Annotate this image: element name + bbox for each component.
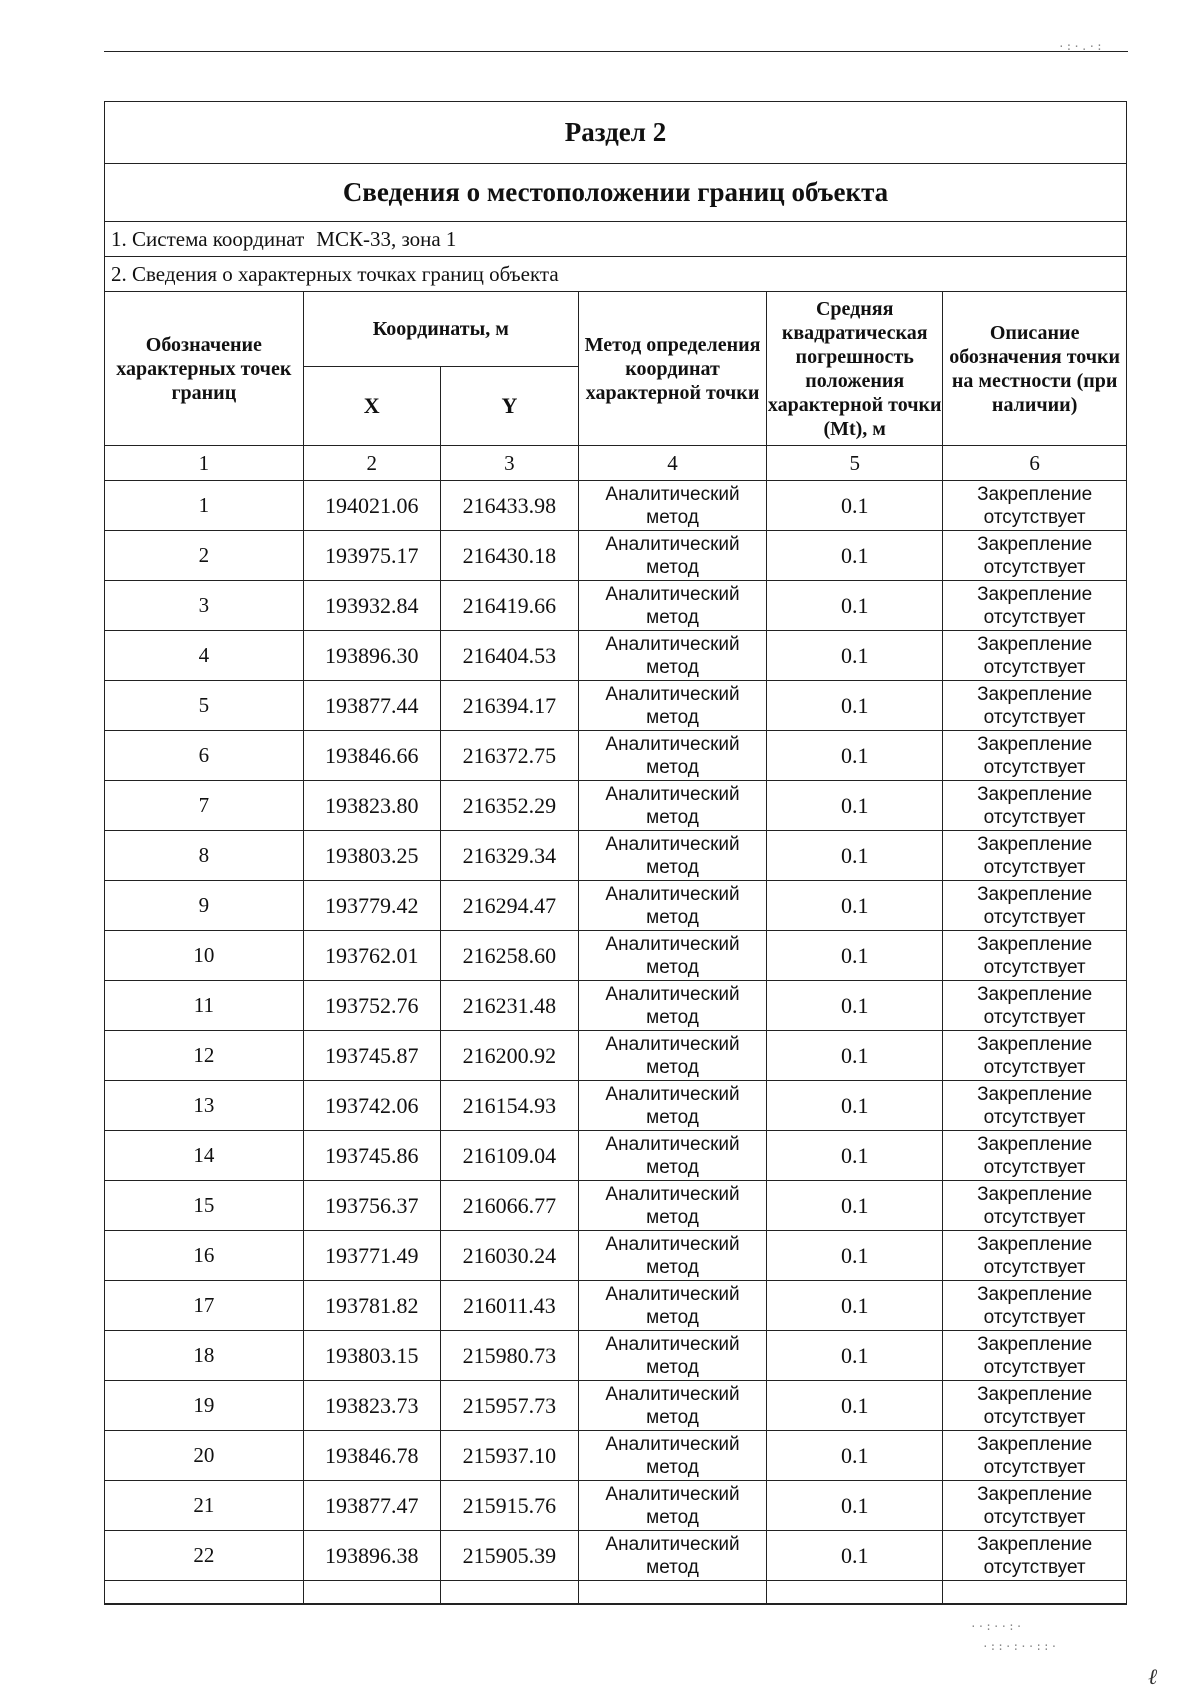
description-cell: Закрепление отсутствует xyxy=(943,1431,1126,1481)
coord-x: 193762.01 xyxy=(303,931,440,981)
coord-x: 193896.30 xyxy=(303,631,440,681)
coord-y: 215980.73 xyxy=(440,1331,578,1381)
section-sheet xyxy=(104,101,1127,1605)
mt-cell: 0.1 xyxy=(767,1031,943,1081)
coord-x: 193779.42 xyxy=(303,881,440,931)
mt-cell: 0.1 xyxy=(767,631,943,681)
mt-cell: 0.1 xyxy=(767,1181,943,1231)
coord-x: 193877.44 xyxy=(303,681,440,731)
header-point-designation: Обозначение характерных точек границ xyxy=(105,292,303,446)
point-number: 21 xyxy=(105,1481,303,1531)
points-info-row xyxy=(105,257,1126,292)
column-number: 5 xyxy=(767,446,943,481)
table-row xyxy=(105,1031,1126,1081)
description-cell: Закрепление отсутствует xyxy=(943,681,1126,731)
empty-cell xyxy=(303,1581,440,1604)
coord-x: 193745.86 xyxy=(303,1131,440,1181)
method-cell: Аналитический метод xyxy=(578,1081,766,1131)
point-number: 14 xyxy=(105,1131,303,1181)
method-cell: Аналитический метод xyxy=(578,731,766,781)
mt-cell: 0.1 xyxy=(767,1331,943,1381)
table-row xyxy=(105,731,1126,781)
point-number: 12 xyxy=(105,1031,303,1081)
table-row xyxy=(105,1231,1126,1281)
method-cell: Аналитический метод xyxy=(578,1381,766,1431)
method-cell: Аналитический метод xyxy=(578,1131,766,1181)
coord-x: 193742.06 xyxy=(303,1081,440,1131)
header-coordinates: Координаты, м xyxy=(303,292,578,367)
point-number: 2 xyxy=(105,531,303,581)
point-number: 6 xyxy=(105,731,303,781)
mt-cell: 0.1 xyxy=(767,581,943,631)
description-cell: Закрепление отсутствует xyxy=(943,531,1126,581)
empty-cell xyxy=(578,1581,766,1604)
point-number: 5 xyxy=(105,681,303,731)
table-tail-row xyxy=(105,1581,1126,1604)
table-row xyxy=(105,1381,1126,1431)
coord-x: 193877.47 xyxy=(303,1481,440,1531)
method-cell: Аналитический метод xyxy=(578,1431,766,1481)
description-cell: Закрепление отсутствует xyxy=(943,481,1126,531)
table-row xyxy=(105,881,1126,931)
column-number: 4 xyxy=(578,446,766,481)
empty-cell xyxy=(440,1581,578,1604)
coord-y: 216352.29 xyxy=(440,781,578,831)
table-row xyxy=(105,781,1126,831)
coord-system-row xyxy=(105,222,1126,257)
coord-y: 216329.34 xyxy=(440,831,578,881)
description-cell: Закрепление отсутствует xyxy=(943,1481,1126,1531)
coord-x: 193823.80 xyxy=(303,781,440,831)
method-cell: Аналитический метод xyxy=(578,581,766,631)
table-row xyxy=(105,1181,1126,1231)
coord-y: 216154.93 xyxy=(440,1081,578,1131)
coord-x: 193745.87 xyxy=(303,1031,440,1081)
method-cell: Аналитический метод xyxy=(578,1231,766,1281)
coord-x: 193846.66 xyxy=(303,731,440,781)
coord-x: 193896.38 xyxy=(303,1531,440,1581)
mt-cell: 0.1 xyxy=(767,1081,943,1131)
column-number: 3 xyxy=(440,446,578,481)
point-number: 4 xyxy=(105,631,303,681)
coord-x: 194021.06 xyxy=(303,481,440,531)
table-row xyxy=(105,1431,1126,1481)
method-cell: Аналитический метод xyxy=(578,831,766,881)
coord-y: 216294.47 xyxy=(440,881,578,931)
method-cell: Аналитический метод xyxy=(578,1281,766,1331)
boundary-points-table xyxy=(105,292,1126,1604)
coord-y: 216430.18 xyxy=(440,531,578,581)
description-cell: Закрепление отсутствует xyxy=(943,931,1126,981)
mt-cell: 0.1 xyxy=(767,1131,943,1181)
header-y: Y xyxy=(440,367,578,446)
scan-noise-mark: ·::·:··::· xyxy=(982,1640,1059,1653)
coord-x: 193752.76 xyxy=(303,981,440,1031)
coord-y: 216394.17 xyxy=(440,681,578,731)
point-number: 10 xyxy=(105,931,303,981)
table-row xyxy=(105,631,1126,681)
description-cell: Закрепление отсутствует xyxy=(943,631,1126,681)
point-number: 13 xyxy=(105,1081,303,1131)
method-cell: Аналитический метод xyxy=(578,631,766,681)
coord-y: 216433.98 xyxy=(440,481,578,531)
point-number: 19 xyxy=(105,1381,303,1431)
coord-y: 216011.43 xyxy=(440,1281,578,1331)
method-cell: Аналитический метод xyxy=(578,981,766,1031)
coord-y: 216066.77 xyxy=(440,1181,578,1231)
description-cell: Закрепление отсутствует xyxy=(943,731,1126,781)
page-mark: ℓ xyxy=(1148,1664,1158,1689)
table-row xyxy=(105,1481,1126,1531)
coord-y: 215915.76 xyxy=(440,1481,578,1531)
description-cell: Закрепление отсутствует xyxy=(943,1331,1126,1381)
description-cell: Закрепление отсутствует xyxy=(943,1281,1126,1331)
point-number: 1 xyxy=(105,481,303,531)
coord-x: 193803.25 xyxy=(303,831,440,881)
description-cell: Закрепление отсутствует xyxy=(943,1531,1126,1581)
point-number: 22 xyxy=(105,1531,303,1581)
description-cell: Закрепление отсутствует xyxy=(943,1031,1126,1081)
table-row xyxy=(105,581,1126,631)
method-cell: Аналитический метод xyxy=(578,781,766,831)
coord-y: 216109.04 xyxy=(440,1131,578,1181)
coord-system-label: 1. Система координат xyxy=(111,226,305,251)
table-row xyxy=(105,1081,1126,1131)
point-number: 18 xyxy=(105,1331,303,1381)
description-cell: Закрепление отсутствует xyxy=(943,881,1126,931)
point-number: 8 xyxy=(105,831,303,881)
description-cell: Закрепление отсутствует xyxy=(943,1131,1126,1181)
method-cell: Аналитический метод xyxy=(578,1031,766,1081)
mt-cell: 0.1 xyxy=(767,1431,943,1481)
coord-y: 216372.75 xyxy=(440,731,578,781)
mt-cell: 0.1 xyxy=(767,981,943,1031)
header-error: Средняя квадратическая погрешность положения характерной точки (Mt), м xyxy=(767,292,943,446)
description-cell: Закрепление отсутствует xyxy=(943,1181,1126,1231)
point-number: 11 xyxy=(105,981,303,1031)
empty-cell xyxy=(767,1581,943,1604)
coord-x: 193771.49 xyxy=(303,1231,440,1281)
coord-y: 216200.92 xyxy=(440,1031,578,1081)
mt-cell: 0.1 xyxy=(767,831,943,881)
table-row xyxy=(105,481,1126,531)
method-cell: Аналитический метод xyxy=(578,481,766,531)
point-number: 7 xyxy=(105,781,303,831)
coord-x: 193846.78 xyxy=(303,1431,440,1481)
point-number: 16 xyxy=(105,1231,303,1281)
column-number: 1 xyxy=(105,446,303,481)
coord-y: 215957.73 xyxy=(440,1381,578,1431)
table-row xyxy=(105,1281,1126,1331)
coord-y: 216404.53 xyxy=(440,631,578,681)
description-cell: Закрепление отсутствует xyxy=(943,781,1126,831)
section-subtitle: Сведения о местоположении границ объекта xyxy=(105,164,1126,222)
description-cell: Закрепление отсутствует xyxy=(943,831,1126,881)
coord-y: 215937.10 xyxy=(440,1431,578,1481)
method-cell: Аналитический метод xyxy=(578,681,766,731)
description-cell: Закрепление отсутствует xyxy=(943,1081,1126,1131)
coord-y: 215905.39 xyxy=(440,1531,578,1581)
section-title: Раздел 2 xyxy=(105,102,1126,164)
coord-y: 216258.60 xyxy=(440,931,578,981)
coord-system-value: МСК-33, зона 1 xyxy=(316,226,457,251)
mt-cell: 0.1 xyxy=(767,881,943,931)
coord-x: 193803.15 xyxy=(303,1331,440,1381)
header-x: X xyxy=(303,367,440,446)
mt-cell: 0.1 xyxy=(767,481,943,531)
point-number: 15 xyxy=(105,1181,303,1231)
column-number: 2 xyxy=(303,446,440,481)
coord-x: 193781.82 xyxy=(303,1281,440,1331)
top-rule xyxy=(104,51,1128,52)
description-cell: Закрепление отсутствует xyxy=(943,981,1126,1031)
description-cell: Закрепление отсутствует xyxy=(943,1231,1126,1281)
mt-cell: 0.1 xyxy=(767,931,943,981)
mt-cell: 0.1 xyxy=(767,1381,943,1431)
table-row xyxy=(105,681,1126,731)
method-cell: Аналитический метод xyxy=(578,531,766,581)
mt-cell: 0.1 xyxy=(767,1481,943,1531)
table-row xyxy=(105,1331,1126,1381)
method-cell: Аналитический метод xyxy=(578,881,766,931)
scan-noise-mark: ·:·.·: xyxy=(1058,40,1104,53)
coord-y: 216030.24 xyxy=(440,1231,578,1281)
points-info-label: 2. Сведения о характерных точках границ объекта xyxy=(111,261,559,286)
coord-y: 216419.66 xyxy=(440,581,578,631)
column-number: 6 xyxy=(943,446,1126,481)
coord-y: 216231.48 xyxy=(440,981,578,1031)
table-row xyxy=(105,931,1126,981)
header-description: Описание обозначения точки на местности (при наличии) xyxy=(943,292,1126,446)
table-row xyxy=(105,831,1126,881)
column-number-row xyxy=(105,446,1126,481)
coord-x: 193932.84 xyxy=(303,581,440,631)
method-cell: Аналитический метод xyxy=(578,1531,766,1581)
point-number: 20 xyxy=(105,1431,303,1481)
point-number: 9 xyxy=(105,881,303,931)
table-row xyxy=(105,981,1126,1031)
empty-cell xyxy=(105,1581,303,1604)
description-cell: Закрепление отсутствует xyxy=(943,581,1126,631)
mt-cell: 0.1 xyxy=(767,1281,943,1331)
description-cell: Закрепление отсутствует xyxy=(943,1381,1126,1431)
method-cell: Аналитический метод xyxy=(578,1481,766,1531)
coord-x: 193756.37 xyxy=(303,1181,440,1231)
method-cell: Аналитический метод xyxy=(578,1181,766,1231)
mt-cell: 0.1 xyxy=(767,731,943,781)
coord-x: 193975.17 xyxy=(303,531,440,581)
point-number: 17 xyxy=(105,1281,303,1331)
mt-cell: 0.1 xyxy=(767,531,943,581)
point-number: 3 xyxy=(105,581,303,631)
mt-cell: 0.1 xyxy=(767,681,943,731)
table-row xyxy=(105,531,1126,581)
table-row xyxy=(105,1531,1126,1581)
coord-x: 193823.73 xyxy=(303,1381,440,1431)
empty-cell xyxy=(943,1581,1126,1604)
header-method: Метод определения координат характерной точки xyxy=(578,292,766,446)
method-cell: Аналитический метод xyxy=(578,931,766,981)
table-row xyxy=(105,1131,1126,1181)
method-cell: Аналитический метод xyxy=(578,1331,766,1381)
mt-cell: 0.1 xyxy=(767,1531,943,1581)
mt-cell: 0.1 xyxy=(767,781,943,831)
mt-cell: 0.1 xyxy=(767,1231,943,1281)
scan-noise-mark: ··:··:· xyxy=(970,1620,1024,1633)
